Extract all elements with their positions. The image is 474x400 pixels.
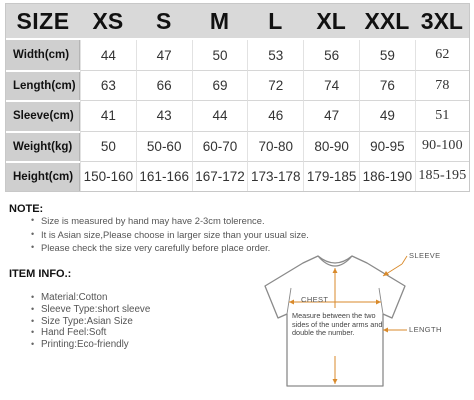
table-cell: 74 <box>303 70 359 100</box>
table-cell: 59 <box>359 40 415 70</box>
length-row <box>6 70 469 100</box>
info-text: Material:Cotton <box>41 292 108 303</box>
size-header-m: M <box>192 4 248 40</box>
table-cell: 50 <box>80 131 136 161</box>
length-label: LENGTH <box>409 325 442 334</box>
size-header-s: S <box>136 4 192 40</box>
note-text: Please check the size very carefully before place order. <box>41 242 271 253</box>
info-text: Printing:Eco-friendly <box>41 339 129 351</box>
table-cell: 46 <box>247 100 303 130</box>
list-item <box>31 327 150 339</box>
sleeve-leader-line-2 <box>402 256 407 264</box>
list-item <box>31 292 150 304</box>
table-cell: 50 <box>192 40 248 70</box>
table-cell: 69 <box>192 70 248 100</box>
table-cell: 70-80 <box>247 131 303 161</box>
table-cell: 62 <box>415 40 469 70</box>
table-cell: 179-185 <box>303 161 359 191</box>
list-item <box>31 316 150 328</box>
list-item <box>31 304 150 316</box>
row-label-weight: Weight(kg) <box>6 131 80 161</box>
table-cell: 50-60 <box>136 131 192 161</box>
row-label-width: Width(cm) <box>6 40 80 70</box>
list-item <box>31 339 150 351</box>
size-corner-label: SIZE <box>6 4 80 40</box>
table-cell: 80-90 <box>303 131 359 161</box>
table-cell: 53 <box>247 40 303 70</box>
bullet-icon: • <box>31 228 35 239</box>
chest-label: CHEST <box>301 295 329 304</box>
item-info-title: ITEM INFO.: <box>9 268 72 280</box>
bullet-icon: • <box>31 242 35 252</box>
height-row <box>6 161 469 191</box>
table-cell: 161-166 <box>136 161 192 191</box>
table-cell: 60-70 <box>192 131 248 161</box>
size-header-3xl: 3XL <box>415 4 469 40</box>
table-cell: 43 <box>136 100 192 130</box>
list-item <box>31 214 309 228</box>
table-cell: 41 <box>80 100 136 130</box>
table-cell: 186-190 <box>359 161 415 191</box>
measure-note: Measure between the two sides of the under arms and double the number. <box>292 311 383 338</box>
bullet-icon: • <box>31 315 35 326</box>
table-cell: 49 <box>359 100 415 130</box>
row-label-length: Length(cm) <box>6 70 80 100</box>
info-text: Sleeve Type:short sleeve <box>41 303 151 315</box>
list-item <box>31 228 309 242</box>
table-cell: 47 <box>136 40 192 70</box>
table-cell: 173-178 <box>247 161 303 191</box>
table-cell: 76 <box>359 70 415 100</box>
width-row <box>6 40 469 70</box>
info-text: Size Type:Asian Size <box>41 315 133 327</box>
bullet-icon: • <box>31 327 35 338</box>
table-cell: 72 <box>247 70 303 100</box>
info-text: Hand Feel:Soft <box>41 327 107 339</box>
table-cell: 90-95 <box>359 131 415 161</box>
size-header-xs: XS <box>80 4 136 40</box>
row-label-height: Height(cm) <box>6 161 80 191</box>
item-info-list <box>31 292 150 351</box>
sleeve-row <box>6 100 469 130</box>
bullet-icon: • <box>31 292 35 302</box>
bullet-icon: • <box>31 215 35 225</box>
note-title: NOTE: <box>9 203 44 215</box>
table-cell: 63 <box>80 70 136 100</box>
bullet-icon: • <box>31 303 35 314</box>
table-cell: 185-195 <box>415 161 469 191</box>
table-cell: 66 <box>136 70 192 100</box>
table-cell: 56 <box>303 40 359 70</box>
table-cell: 150-160 <box>80 161 136 191</box>
table-cell: 51 <box>415 100 469 130</box>
size-chart-table <box>5 3 470 192</box>
table-cell: 167-172 <box>192 161 248 191</box>
tshirt-measurement-diagram <box>255 246 474 400</box>
row-label-sleeve: Sleeve(cm) <box>6 100 80 130</box>
table-cell: 47 <box>303 100 359 130</box>
size-header-l: L <box>247 4 303 40</box>
table-cell: 44 <box>192 100 248 130</box>
size-header-xl: XL <box>303 4 359 40</box>
table-cell: 78 <box>415 70 469 100</box>
sleeve-label: SLEEVE <box>409 251 441 260</box>
weight-row <box>6 131 469 161</box>
note-text: Size is measured by hand may have 2-3cm tolerence. <box>41 215 265 226</box>
note-text: It is Asian size,Please choose in larger size than your usual size. <box>41 228 309 240</box>
table-cell: 44 <box>80 40 136 70</box>
size-header-row <box>6 4 469 40</box>
size-header-xxl: XXL <box>359 4 415 40</box>
table-cell: 90-100 <box>415 131 469 161</box>
bullet-icon: • <box>31 339 35 350</box>
